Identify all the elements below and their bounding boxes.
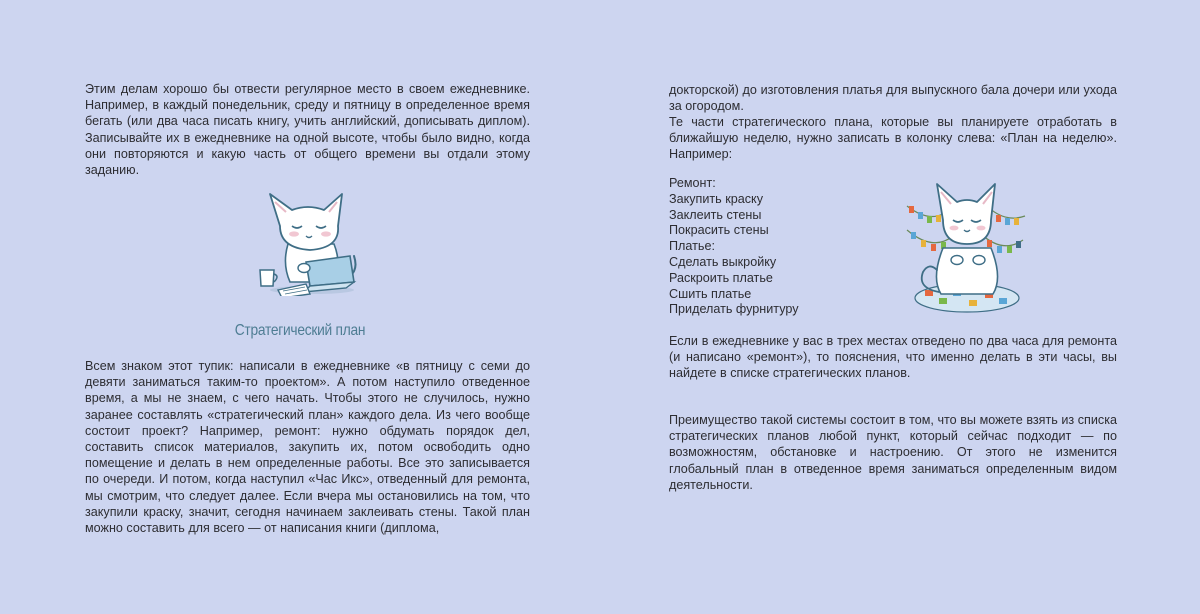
cat-with-garland-icon <box>903 178 1028 318</box>
right-page <box>600 0 1200 614</box>
plan-item: Приделать фурнитуру <box>669 302 799 317</box>
plan-item: Сделать выкройку <box>669 254 777 269</box>
plan-item: Закупить краску <box>669 191 764 206</box>
right-paragraph-2: Те части стратегического плана, которые вы планируете отработать в ближайшую неделю, нужно записать в колонку слева: «План на неделю». Например: <box>669 115 1117 162</box>
plan-list <box>669 176 799 318</box>
section-heading: Стратегический план <box>234 322 366 339</box>
right-paragraph-3: Если в ежедневнике у вас в трех местах отведено по два часа для ремонта (и написано «ремонт»), то пояснения, что именно делать в эти часы, вы найдете в списке стратегических планов. <box>669 334 1117 381</box>
plan-item: Заклеить стены <box>669 207 762 222</box>
left-paragraph-1: Этим делам хорошо бы отвести регулярное место в своем ежедневнике. Например, в каждый понедельник, среду и пятницу в определенное время бегать (или два часа писать книгу, учить английский, дописывать диплом). Записывайте их в ежедневнике на одной высоте, чтобы было видно, когда они повторяются и какую часть от общего времени вы отдали этому заданию. <box>85 82 530 178</box>
plan-item: Ремонт: <box>669 176 716 190</box>
plan-item: Покрасить стены <box>669 223 769 238</box>
right-paragraph-1: докторской) до изготовления платья для выпускного бала дочери или ухода за огородом. <box>669 83 1117 114</box>
plan-item: Раскроить платье <box>669 270 773 285</box>
left-paragraph-2: Всем знаком этот тупик: написали в ежедневнике «в пятницу с семи до девяти заниматься таким-то проектом». А потом наступило отведенное время, а мы не знаем, с чего начать. Чтобы этого не случилось, нужно заранее составлять «стратегический план» каждого дела. Из чего вообще состоит проект? Например, ремонт: нужно обдумать порядок дел, составить список материалов, закупить их, потом освободить одно помещение и делать в нем определенные работы. Все это записывается по очереди. И потом, когда наступил «Час Икс», отведенный для ремонта, мы смотрим, что следует далее. Если вчера мы остановились на том, что закупили краску, значит, сегодня начинаем заклеивать стены. Такой план можно составить для всего — от написания книги (диплома, <box>85 359 530 536</box>
cat-with-laptop-icon <box>250 186 365 296</box>
plan-item: Платье: <box>669 239 715 254</box>
plan-item: Сшить платье <box>669 286 752 301</box>
right-paragraph-4: Преимущество такой системы состоит в том, что вы можете взять из списка стратегических планов любой пункт, который сейчас подходит — по возможностям, обстановке и настроению. От этого не изменится глобальный план в отведенное время заниматься определенным видом деятельности. <box>669 413 1117 492</box>
